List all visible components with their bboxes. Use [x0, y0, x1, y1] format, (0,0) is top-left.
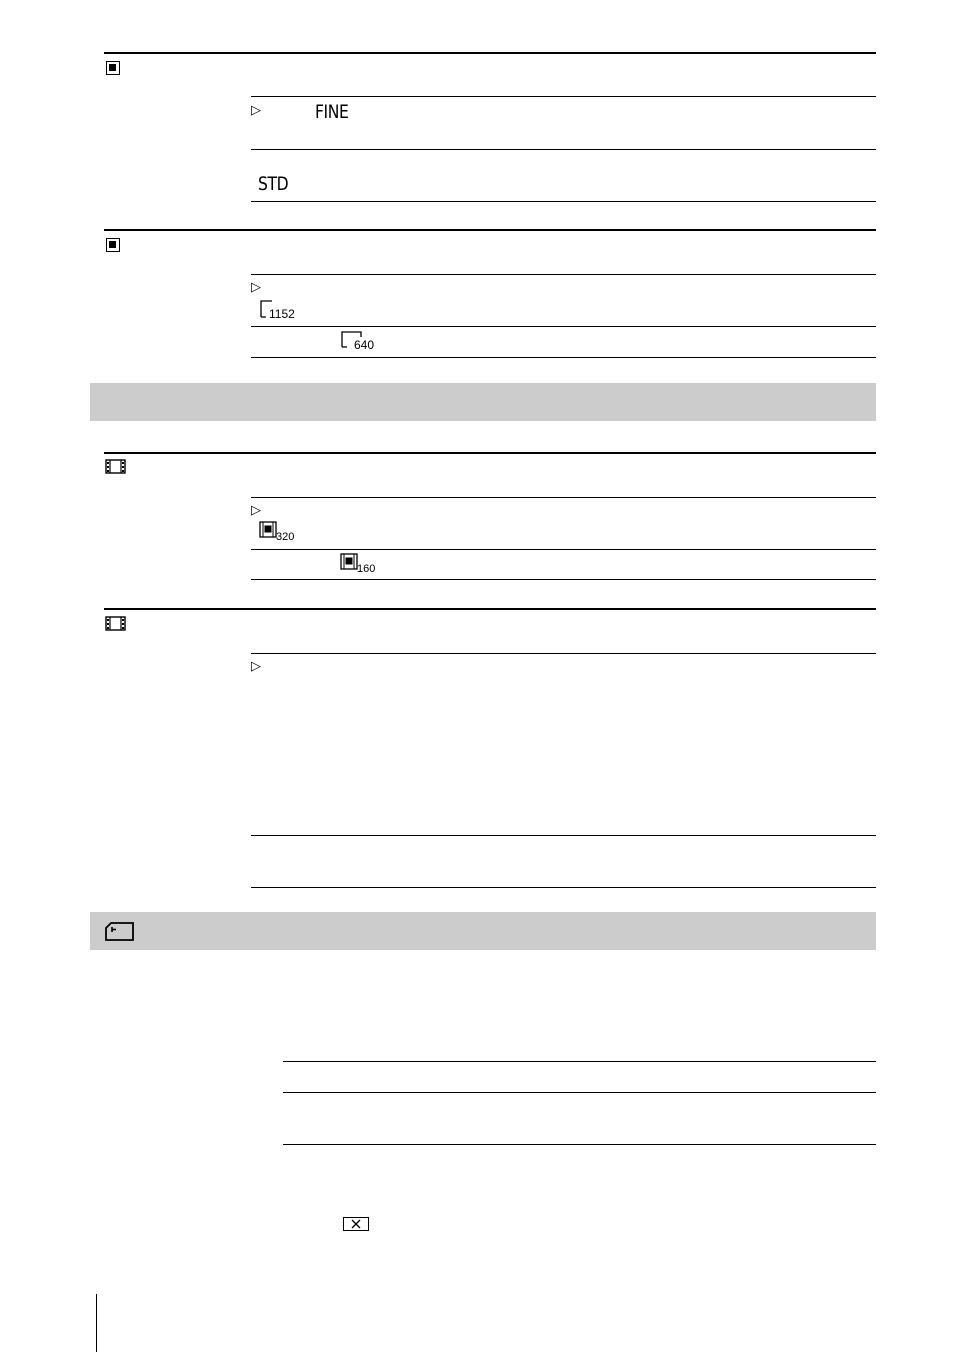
image-size-640-icon: [341, 331, 387, 353]
option-rule: [251, 549, 876, 550]
table-rule: [283, 1061, 876, 1062]
section-rule-top: [104, 229, 876, 231]
still-image-icon: [106, 238, 120, 252]
page-margin-bar: [96, 1294, 97, 1352]
section-rule-top: [104, 52, 876, 54]
section-header-band-card: [90, 912, 876, 950]
option-rule: [251, 149, 876, 150]
option-rule: [251, 274, 876, 275]
option-rule: [251, 579, 876, 580]
quality-std-label: STD: [258, 173, 289, 195]
option-rule: [251, 357, 876, 358]
option-rule: [251, 887, 876, 888]
movie-film-icon: [105, 459, 127, 475]
table-rule: [283, 1144, 876, 1145]
default-triangle-icon: ▷: [251, 102, 261, 117]
default-triangle-icon: ▷: [251, 658, 261, 673]
default-triangle-icon: ▷: [251, 502, 261, 517]
section-header-band: [90, 383, 876, 421]
option-rule: [251, 201, 876, 202]
option-rule: [251, 96, 876, 97]
still-image-icon: [106, 61, 120, 75]
movie-size-320-icon: [259, 521, 309, 543]
memory-card-icon: [104, 921, 136, 943]
option-rule: [251, 653, 876, 654]
section-rule-top: [104, 608, 876, 610]
option-rule: [251, 835, 876, 836]
cancel-x-icon: [343, 1217, 369, 1231]
option-rule: [251, 326, 876, 327]
image-size-640-label: 640: [354, 338, 375, 352]
movie-size-320-label: 320: [276, 531, 295, 543]
image-size-1152-icon: [260, 300, 306, 322]
movie-size-160-label: 160: [357, 563, 376, 575]
movie-size-160-icon: [340, 553, 390, 575]
movie-film-icon: [105, 616, 127, 632]
image-size-1152-label: 1152: [269, 307, 295, 321]
table-rule: [283, 1092, 876, 1093]
option-rule: [251, 497, 876, 498]
quality-fine-label: FINE: [315, 101, 349, 123]
default-triangle-icon: ▷: [251, 279, 261, 294]
section-rule-top: [104, 452, 876, 454]
